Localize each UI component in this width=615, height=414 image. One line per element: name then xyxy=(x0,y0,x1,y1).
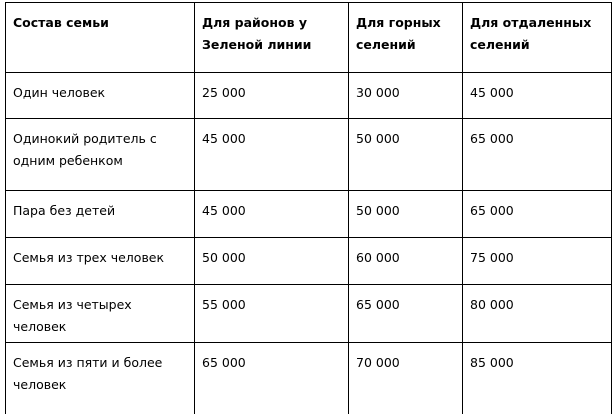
cell-family-composition: Одинокий родитель с одним ребенком xyxy=(6,119,195,191)
table-header-row xyxy=(6,3,612,73)
table-row xyxy=(6,191,612,238)
cell-mountain-value: 50 000 xyxy=(349,191,463,238)
header-mountain-villages: Для горных селений xyxy=(349,3,463,73)
cell-mountain-value: 30 000 xyxy=(349,73,463,119)
cell-family-composition: Семья из пяти и более человек xyxy=(6,343,195,414)
cell-remote-value: 65 000 xyxy=(463,191,612,238)
cell-green-line-value: 65 000 xyxy=(195,343,349,414)
cell-green-line-value: 45 000 xyxy=(195,119,349,191)
cell-family-composition: Семья из трех человек xyxy=(6,238,195,285)
cell-remote-value: 75 000 xyxy=(463,238,612,285)
cell-mountain-value: 50 000 xyxy=(349,119,463,191)
cell-remote-value: 65 000 xyxy=(463,119,612,191)
header-remote-villages: Для отдаленных селений xyxy=(463,3,612,73)
table-row xyxy=(6,343,612,414)
cell-green-line-value: 25 000 xyxy=(195,73,349,119)
table-row xyxy=(6,285,612,343)
cell-remote-value: 80 000 xyxy=(463,285,612,343)
table-row xyxy=(6,73,612,119)
cell-mountain-value: 70 000 xyxy=(349,343,463,414)
cell-family-composition: Семья из четырех человек xyxy=(6,285,195,343)
cell-mountain-value: 60 000 xyxy=(349,238,463,285)
table-row xyxy=(6,119,612,191)
cell-family-composition: Один человек xyxy=(6,73,195,119)
family-allowance-table xyxy=(5,2,612,414)
cell-mountain-value: 65 000 xyxy=(349,285,463,343)
cell-green-line-value: 45 000 xyxy=(195,191,349,238)
cell-green-line-value: 55 000 xyxy=(195,285,349,343)
cell-green-line-value: 50 000 xyxy=(195,238,349,285)
cell-remote-value: 45 000 xyxy=(463,73,612,119)
header-family-composition: Состав семьи xyxy=(6,3,195,73)
cell-remote-value: 85 000 xyxy=(463,343,612,414)
cell-family-composition: Пара без детей xyxy=(6,191,195,238)
header-green-line-districts: Для районов у Зеленой линии xyxy=(195,3,349,73)
table-row xyxy=(6,238,612,285)
